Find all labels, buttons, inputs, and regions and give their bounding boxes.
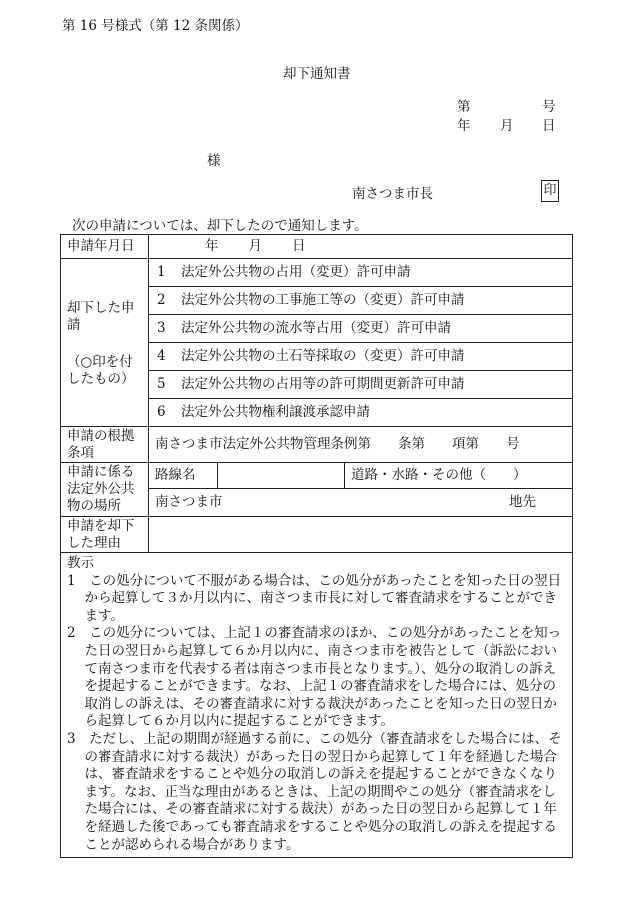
reason-value (149, 517, 573, 553)
city-name: 南さつま市 (155, 494, 223, 510)
form-table (60, 234, 573, 858)
intro-text: 次の申請については、却下したので通知します。 (72, 218, 368, 234)
note-1: 1 この処分について不服がある場合は、この処分があったことを知った日の翌日から起算して３か月以内に、南さつま市長に対して審査請求をすることができます。 (67, 572, 562, 624)
location-label: 申請に係る 法定外公共 物の場所 (61, 463, 149, 517)
road-type: 道路・水路・その他（ ） (351, 467, 527, 483)
basis-label: 申請の根拠 条項 (61, 427, 149, 463)
no-prefix: 第 (457, 99, 471, 115)
rejected-application-options (149, 259, 573, 427)
reason-label: 申請を却下 した理由 (61, 517, 149, 553)
date-year: 年 (457, 118, 471, 134)
option-3: 3 法定外公共物の流水等占用（変更）許可申請 (149, 315, 572, 343)
option-4: 4 法定外公共物の土石等採取の（変更）許可申請 (149, 343, 572, 371)
option-6: 6 法定外公共物権利譲渡承認申請 (157, 404, 370, 420)
addressee-suffix: 様 (207, 153, 221, 169)
notes-section (61, 553, 573, 858)
option-5: 5 法定外公共物の占用等の許可期間更新許可申請 (149, 371, 572, 399)
apply-date-label: 申請年月日 (61, 235, 149, 259)
note-2: 2 この処分については、上記１の審査請求のほか、この処分があったことを知った日の翌日から起算して６か月以内に、南さつま市を被告として（訴訟において南さつま市を代表する者は南さつま市長となります。）、処分の取消しの訴えを提起することができます。なお、上記１の審査請求をした場合には、処分の取消しの訴えは、その審査請求に対する裁決があったことを知った日の翌日から起算して６か月以内に提起することができます。 (67, 625, 562, 730)
seal-mark: 印 (541, 179, 559, 202)
apply-date-value: 年 月 日 (149, 235, 573, 259)
doc-title: 却下通知書 (283, 66, 351, 82)
option-2: 2 法定外公共物の工事施工等の（変更）許可申請 (149, 287, 572, 315)
location-value (149, 463, 573, 517)
date-month: 月 (500, 118, 514, 134)
date-day: 日 (542, 118, 556, 134)
option-1: 1 法定外公共物の占用（変更）許可申請 (149, 259, 572, 287)
issuer: 南さつま市長 (352, 186, 433, 202)
route-name-blank (218, 463, 345, 488)
notes-heading: 教示 (67, 555, 94, 571)
route-label: 路線名 (149, 463, 218, 488)
chisaki: 地先 (509, 494, 536, 510)
no-suffix: 号 (542, 99, 556, 115)
rejected-application-label: 却下した申 請 （○印を付 したもの） (61, 259, 149, 427)
note-3: 3 ただし、上記の期間が経過する前に、この処分（審査請求をした場合には、その審査請求に対する裁決）があった日の翌日から起算して１年を経過した場合は、審査請求をすることや処分の取消しの訴えを提起することができなくなります。なお、正当な理由があるときは、上記の期間やこの処分（審査請求をした場合には、その審査請求に対する裁決）があった日の翌日から起算して１年を経過した後であっても審査請求をすることや処分の取消しの訴えを提起することが認められる場合があります。 (67, 730, 562, 853)
form-id: 第 16 号様式（第 12 条関係） (62, 18, 249, 34)
basis-value: 南さつま市法定外公共物管理条例第 条第 項第 号 (149, 427, 573, 463)
